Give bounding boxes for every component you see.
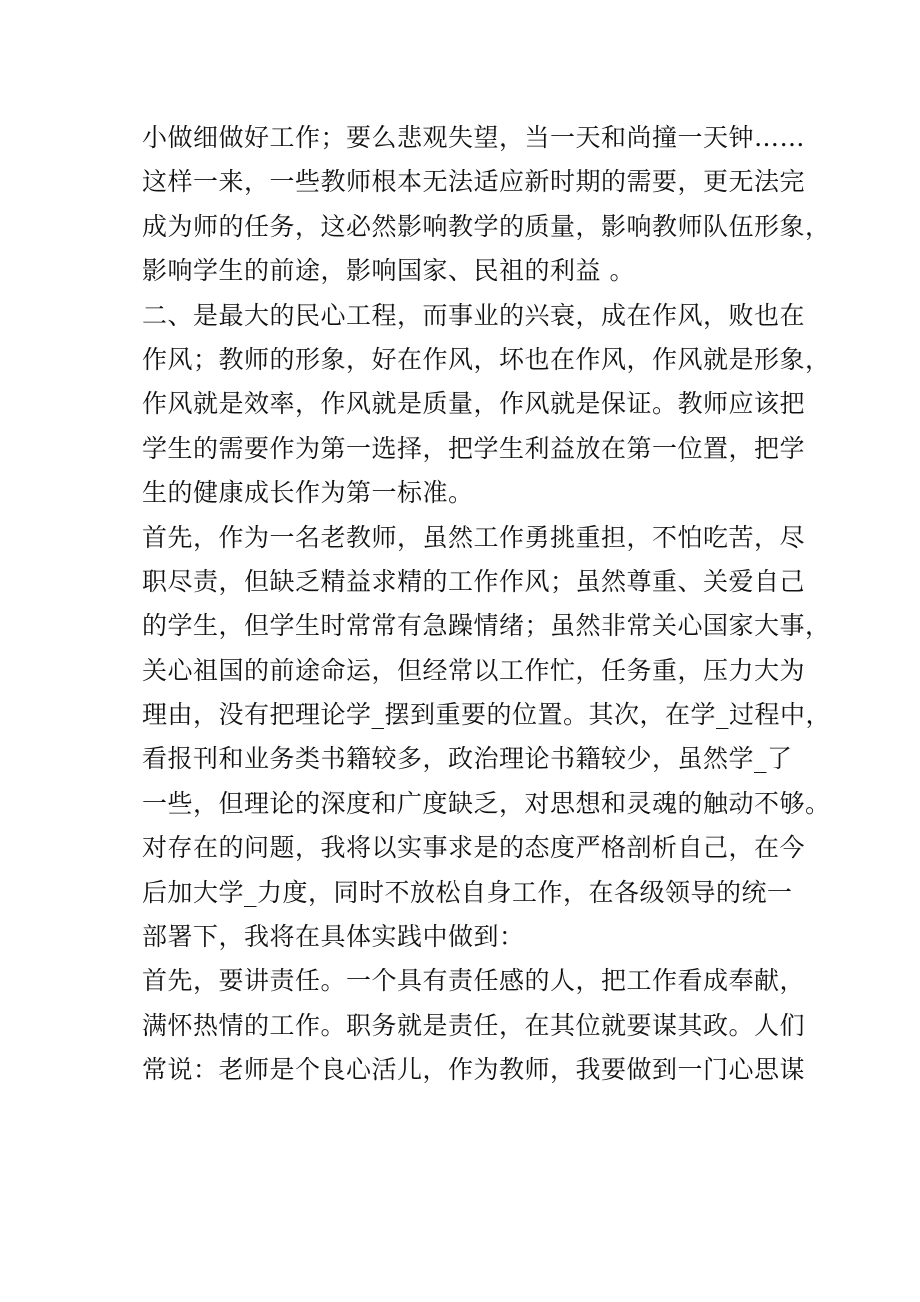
body-text [142,116,832,1093]
text-line: 生的健康成长作为第一标准。 [142,478,474,508]
text-line: 首先，要讲责任。一个具有责任感的人，把工作看成奉献， [142,966,806,996]
text-line: 常说：老师是个良心活儿，作为教师，我要做到一门心思谋 [142,1055,806,1085]
text-line: 影响学生的前途，影响国家、民祖的利益 。 [142,256,635,286]
text-line: 后加大学_力度，同时不放松自身工作，在各级领导的统一 [142,877,793,907]
text-line: 一些，但理论的深度和广度缺乏，对思想和灵魂的触动不够。 [142,788,831,818]
text-line: 的学生，但学生时常常有急躁情绪；虽然非常关心国家大事， [142,611,831,641]
text-line: 成为师的任务，这必然影响教学的质量，影响教师队伍形象， [142,211,831,241]
text-line: 看报刊和业务类书籍较多，政治理论书籍较少，虽然学_了 [142,744,793,774]
text-line: 作风；教师的形象，好在作风，坏也在作风，作风就是形象， [142,344,831,374]
text-line: 关心祖国的前途命运，但经常以工作忙，任务重，压力大为 [142,655,806,685]
text-line: 小做细做好工作；要么悲观失望，当一天和尚撞一天钟…… [142,123,806,152]
text-line: 作风就是效率，作风就是质量，作风就是保证。教师应该把 [142,389,806,419]
text-line: 部署下，我将在具体实践中做到： [142,922,525,952]
text-line: 理由，没有把理论学_摆到重要的位置。其次，在学_过程中， [142,700,832,730]
text-line: 学生的需要作为第一选择，把学生利益放在第一位置，把学 [142,433,806,463]
text-line: 首先，作为一名老教师，虽然工作勇挑重担，不怕吃苦，尽 [142,522,806,552]
text-line: 这样一来，一些教师根本无法适应新时期的需要，更无法完 [142,167,806,197]
text-line: 对存在的问题，我将以实事求是的态度严格剖析自己，在今 [142,833,806,863]
text-line: 二、是最大的民心工程，而事业的兴衰，成在作风，败也在 [142,300,806,330]
text-line: 满怀热情的工作。职务就是责任，在其位就要谋其政。人们 [142,1010,806,1040]
text-line: 职尽责，但缺乏精益求精的工作作风；虽然尊重、关爱自己 [142,566,806,596]
